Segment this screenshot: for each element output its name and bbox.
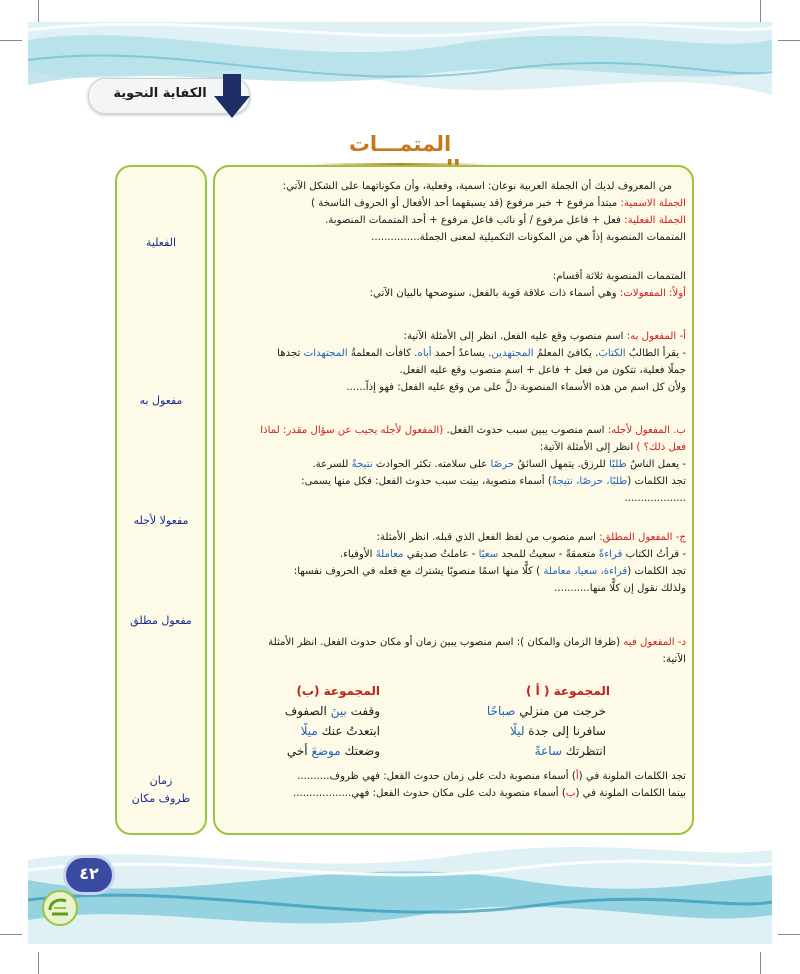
example-line — [220, 347, 686, 361]
term-note: (المفعول لأجله يجيب عن سؤال مقدر: لماذا — [260, 425, 444, 436]
paragraph-line — [220, 197, 686, 211]
group-b-example — [287, 744, 380, 758]
margin-label: مفعول به — [139, 394, 183, 407]
page-number: ٤٢ — [79, 864, 99, 883]
text: أخي — [286, 744, 312, 758]
text: سافرنا إلى جدة — [524, 724, 606, 738]
highlight-word: ساعةً — [534, 744, 562, 758]
paragraph-line: الآتية: — [662, 654, 686, 665]
text: وهي أسماء ذات علاقة قوية بالفعل، سنوضحها بالبيان الآتي: — [369, 288, 620, 299]
group-a-title: المجموعة ( أ ) — [526, 684, 610, 698]
highlight-word: طلبًا، حرصًا، نتيجةً — [551, 476, 628, 487]
paragraph-line: من المعروف لديك أن الجملة العربية نوعان: اسمية، وفعلية، وأن مكوناتهما على الشكل الآتي: — [282, 181, 672, 192]
highlight-word: ميلًا — [300, 724, 318, 738]
margin-notes-box — [115, 165, 207, 835]
margin-label: مفعول مطلق — [130, 614, 192, 627]
term: الجملة الاسمية: — [620, 198, 686, 209]
text: - يقرأ الطالبُ — [625, 348, 686, 359]
group-a-example — [510, 724, 606, 738]
highlight-word: صباحًا — [486, 704, 516, 718]
publisher-logo-icon — [40, 888, 80, 928]
text: اسم منصوب وقع عليه الفعل. انظر إلى الأمثلة الآتية: — [403, 331, 627, 342]
highlight-word: قراءة، سعيا، معاملة — [543, 566, 628, 577]
highlight-word: بينَ — [330, 704, 347, 718]
text: للسرعة. — [312, 459, 352, 470]
footer-wave-decoration — [0, 820, 800, 974]
group-ref: ب — [565, 788, 576, 799]
text: - يعمل الناسُ — [626, 459, 686, 470]
highlight-word: نتيجةً — [351, 459, 373, 470]
section-tab-label: الكفاية النحوية — [113, 86, 207, 101]
margin-label: ظروف مكان — [131, 792, 191, 805]
margin-label: زمان — [149, 774, 173, 787]
text: خرجت من منزلي — [515, 704, 606, 718]
text: بينما الكلمات الملونة في ( — [575, 788, 686, 799]
highlight-word: حرصًا — [490, 459, 515, 470]
text: ) أسماء منصوبة دلت على مكان حدوث الفعل: فهي.................. — [292, 788, 566, 799]
text: (ظرفا الزمان والمكان ): اسم منصوب يبين زمان أو مكان حدوث الفعل. انظر الأمثلة — [268, 637, 624, 648]
text: انظر إلى الأمثلة الآتية: — [539, 442, 637, 453]
paragraph-line — [220, 214, 686, 228]
term: ب. المفعول لأجله: — [607, 425, 686, 436]
paragraph-line — [220, 636, 686, 650]
margin-label: الفعلية — [145, 236, 177, 249]
text: الصفوف — [284, 704, 331, 718]
text: للرزق. يتمهل السائقُ — [514, 459, 610, 470]
group-b-title: المجموعة (ب) — [296, 684, 380, 698]
text: انتظرتك — [561, 744, 606, 758]
text: . كافأت المعلمةُ — [347, 348, 418, 359]
page-title: المتمـــات — [348, 132, 452, 156]
text: اسم منصوب من لفظ الفعل الذي قبله. انظر الأمثلة: — [376, 532, 600, 543]
text: ) كلًّا منها اسمًا منصوبًا يشترك مع فعله في الحروف نفسها: — [293, 566, 544, 577]
paragraph-line — [220, 770, 686, 784]
paragraph-line: ولأن كل اسم من هذه الأسماء المنصوبة دلَّ على من وقع عليه الفعل: فهو إذاً...... — [346, 382, 686, 393]
answer-blank: ................... — [624, 493, 686, 504]
text: وقفت — [346, 704, 380, 718]
text: تجد الكلمات ( — [627, 476, 686, 487]
highlight-word: المجتهدين — [491, 348, 534, 359]
term: د- المفعول فيه — [623, 637, 686, 648]
paragraph-line — [220, 424, 686, 438]
group-b-example — [301, 724, 380, 738]
text: وضعتك — [340, 744, 380, 758]
text: فعل + فاعل مرفوع / أو نائب فاعل مرفوع + أحد المتممات المنصوبة. — [325, 215, 625, 226]
text: على سلامته. تكثر الحوادث — [372, 459, 491, 470]
text: ) أسماء منصوبة دلت على زمان حدوث الفعل: فهي ظروف.......... — [297, 771, 576, 782]
group-ref: أ — [575, 771, 579, 782]
term: أولاً: المفعولات: — [619, 288, 686, 299]
margin-label: مفعولا لأجله — [133, 514, 189, 527]
text: - قرأتُ الكتاب — [622, 549, 686, 560]
text: ) أسماء منصوبة، بينت سبب حدوث الفعل: فكل منها يسمى: — [301, 476, 552, 487]
paragraph-line: المتممات المنصوبة ثلاثة أقسام: — [552, 271, 686, 282]
paragraph-line — [220, 787, 686, 801]
text: تجدها — [277, 348, 304, 359]
highlight-word: الكتابَ — [598, 348, 626, 359]
text: تجد الكلمات الملونة في ( — [578, 771, 686, 782]
group-a-example — [487, 704, 606, 718]
paragraph-line — [220, 441, 686, 455]
paragraph-line: جملًا فعلية، تتكون من فعل + فاعل + اسم منصوب وقع عليه الفعل. — [399, 365, 686, 376]
group-b-example — [285, 704, 380, 718]
text: . يكافئ المعلمُ — [533, 348, 599, 359]
group-a-example — [535, 744, 606, 758]
text: ابتعدتُ عنك — [317, 724, 380, 738]
term: أ- المفعول به: — [626, 331, 686, 342]
term: ج- المفعول المطلق: — [599, 532, 686, 543]
paragraph-line: ولذلك نقول إن كلًّا منها........... — [554, 583, 686, 594]
text: تجد الكلمات ( — [627, 566, 686, 577]
paragraph-line — [220, 287, 686, 301]
text: اسم منصوب يبين سبب حدوث الفعل. — [443, 425, 608, 436]
term: الجملة الفعلية: — [624, 215, 686, 226]
paragraph-line — [220, 475, 686, 489]
text: الأوفياء. — [339, 549, 376, 560]
down-arrow-icon — [212, 72, 252, 120]
paragraph-line — [220, 565, 686, 579]
highlight-word: معاملةَ — [375, 549, 404, 560]
text: - عاملتُ صديقي — [403, 549, 479, 560]
highlight-word: قراءةً — [598, 549, 623, 560]
example-line — [220, 458, 686, 472]
text: مبتدأ مرفوع + خبر مرفوع (قد يسبقهما أحد الأفعال أو الحروف الناسخة ) — [311, 198, 621, 209]
text: . يساعدُ أحمد — [431, 348, 492, 359]
highlight-word: سعيًا — [478, 549, 499, 560]
paragraph-line: المتممات المنصوبة إذاً هي من المكونات التكميلية لمعنى الجملة............... — [371, 232, 686, 243]
highlight-word: موضعَ — [311, 744, 341, 758]
text: متعمقةً - سعيتُ للمجد — [498, 549, 599, 560]
example-line — [220, 548, 686, 562]
highlight-word: ليلًا — [510, 724, 525, 738]
highlight-word: طلبًا — [609, 459, 627, 470]
paragraph-line — [220, 531, 686, 545]
paragraph-line — [220, 330, 686, 344]
term-note: فعل ذلك؟ ) — [636, 442, 686, 453]
highlight-word: أباه — [417, 348, 432, 359]
highlight-word: المجتهدات — [303, 348, 348, 359]
